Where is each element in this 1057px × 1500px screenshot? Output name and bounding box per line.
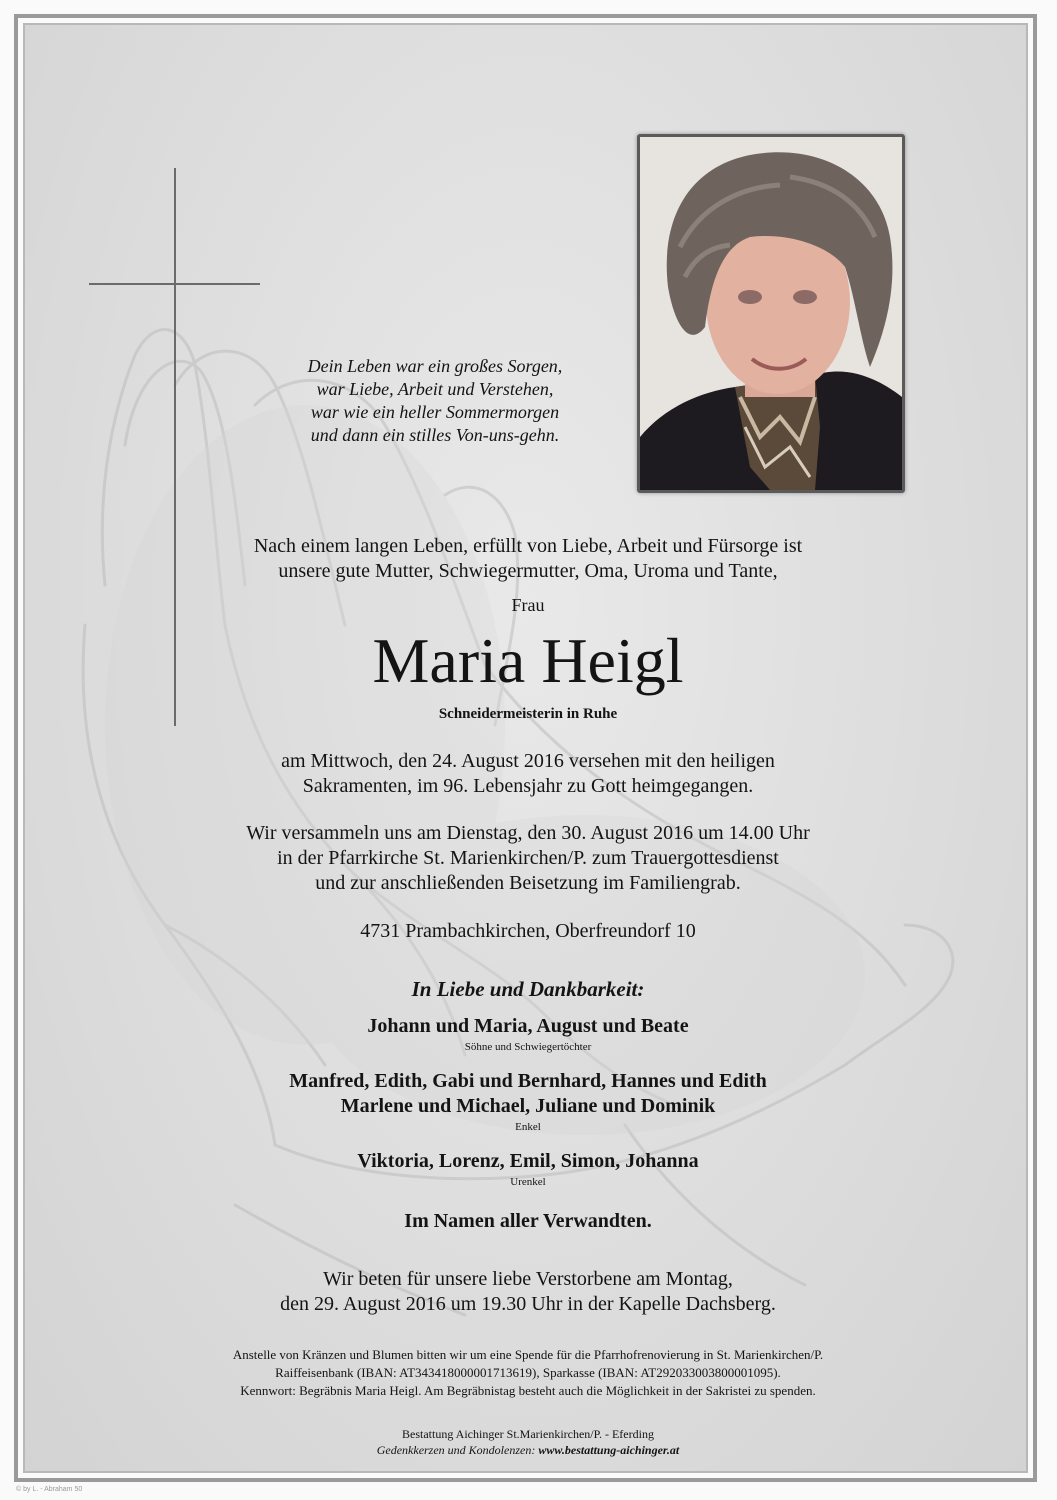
- prayer-line: den 29. August 2016 um 19.30 Uhr in der Kapelle Dachsberg.: [280, 1293, 776, 1315]
- family-relatives: Im Namen aller Verwandten.: [404, 1210, 652, 1232]
- portrait-photo: [637, 134, 905, 493]
- prayer-info: [43, 1267, 1013, 1317]
- family-grandchildren-1: Manfred, Edith, Gabi und Bernhard, Hannes und Edith: [289, 1070, 767, 1092]
- prayer-line: Wir beten für unsere liebe Verstorbene am Montag,: [323, 1268, 733, 1290]
- funeral-line: und zur anschließenden Beisetzung im Familiengrab.: [315, 872, 741, 894]
- donation-line: Anstelle von Kränzen und Blumen bitten wir um eine Spende für die Pfarrhofrenovierung in St. Marienkirchen/P.: [232, 1347, 824, 1362]
- death-notice-line: Sakramenten, im 96. Lebensjahr zu Gott heimgegangen.: [302, 775, 754, 797]
- address: 4731 Prambachkirchen, Oberfreundorf 10: [360, 920, 696, 942]
- memorial-verse: [250, 355, 620, 447]
- family-grandchildren-2: Marlene und Michael, Juliane und Dominik: [340, 1095, 716, 1117]
- condolence-label: Gedenkkerzen und Kondolenzen:: [376, 1443, 536, 1457]
- verse-line: und dann ein stilles Von-uns-gehn.: [310, 425, 560, 445]
- cross-horizontal-bar: [89, 283, 260, 285]
- family-great-grandchildren-label: Urenkel: [510, 1176, 546, 1188]
- deceased-name: Maria Heigl: [372, 625, 684, 696]
- donation-info: [43, 1346, 1013, 1400]
- profession: Schneidermeisterin in Ruhe: [438, 706, 618, 722]
- death-notice-line: am Mittwoch, den 24. August 2016 versehen mit den heiligen: [281, 750, 775, 772]
- funeral-info: [43, 821, 1013, 896]
- verse-line: war wie ein heller Sommermorgen: [310, 402, 560, 422]
- salutation: Frau: [511, 595, 545, 615]
- intro-line: Nach einem langen Leben, erfüllt von Liebe, Arbeit und Fürsorge ist: [253, 535, 803, 557]
- image-credit: © by L. - Abraham 50: [16, 1486, 83, 1493]
- funeral-line: in der Pfarrkirche St. Marienkirchen/P. zum Trauergottesdienst: [277, 847, 779, 869]
- funeral-line: Wir versammeln uns am Dienstag, den 30. August 2016 um 14.00 Uhr: [246, 822, 810, 844]
- website-link[interactable]: www.bestattung-aichinger.at: [538, 1443, 680, 1457]
- portrait-illustration: [640, 137, 902, 490]
- undertaker: Bestattung Aichinger St.Marienkirchen/P. - Eferding: [402, 1427, 654, 1441]
- family-grandchildren-label: Enkel: [515, 1121, 541, 1133]
- condolence-line: [43, 1442, 1013, 1458]
- death-notice: [43, 749, 1013, 799]
- thanks-heading: In Liebe und Dankbarkeit:: [411, 977, 645, 1001]
- family-children-label: Söhne und Schwiegertöchter: [464, 1041, 592, 1053]
- intro-text: [43, 534, 1013, 584]
- verse-line: Dein Leben war ein großes Sorgen,: [307, 356, 563, 376]
- verse-line: war Liebe, Arbeit und Verstehen,: [316, 379, 554, 399]
- donation-line: Kennwort: Begräbnis Maria Heigl. Am Begräbnistag besteht auch die Möglichkeit in der Sakristei zu spenden.: [240, 1383, 816, 1398]
- footer: [43, 1426, 1013, 1458]
- intro-line: unsere gute Mutter, Schwiegermutter, Oma, Uroma und Tante,: [278, 560, 778, 582]
- donation-line: Raiffeisenbank (IBAN: AT343418000001713619), Sparkasse (IBAN: AT292033003800001095).: [275, 1365, 781, 1380]
- family-children: Johann und Maria, August und Beate: [367, 1015, 689, 1037]
- family-great-grandchildren: Viktoria, Lorenz, Emil, Simon, Johanna: [357, 1150, 699, 1172]
